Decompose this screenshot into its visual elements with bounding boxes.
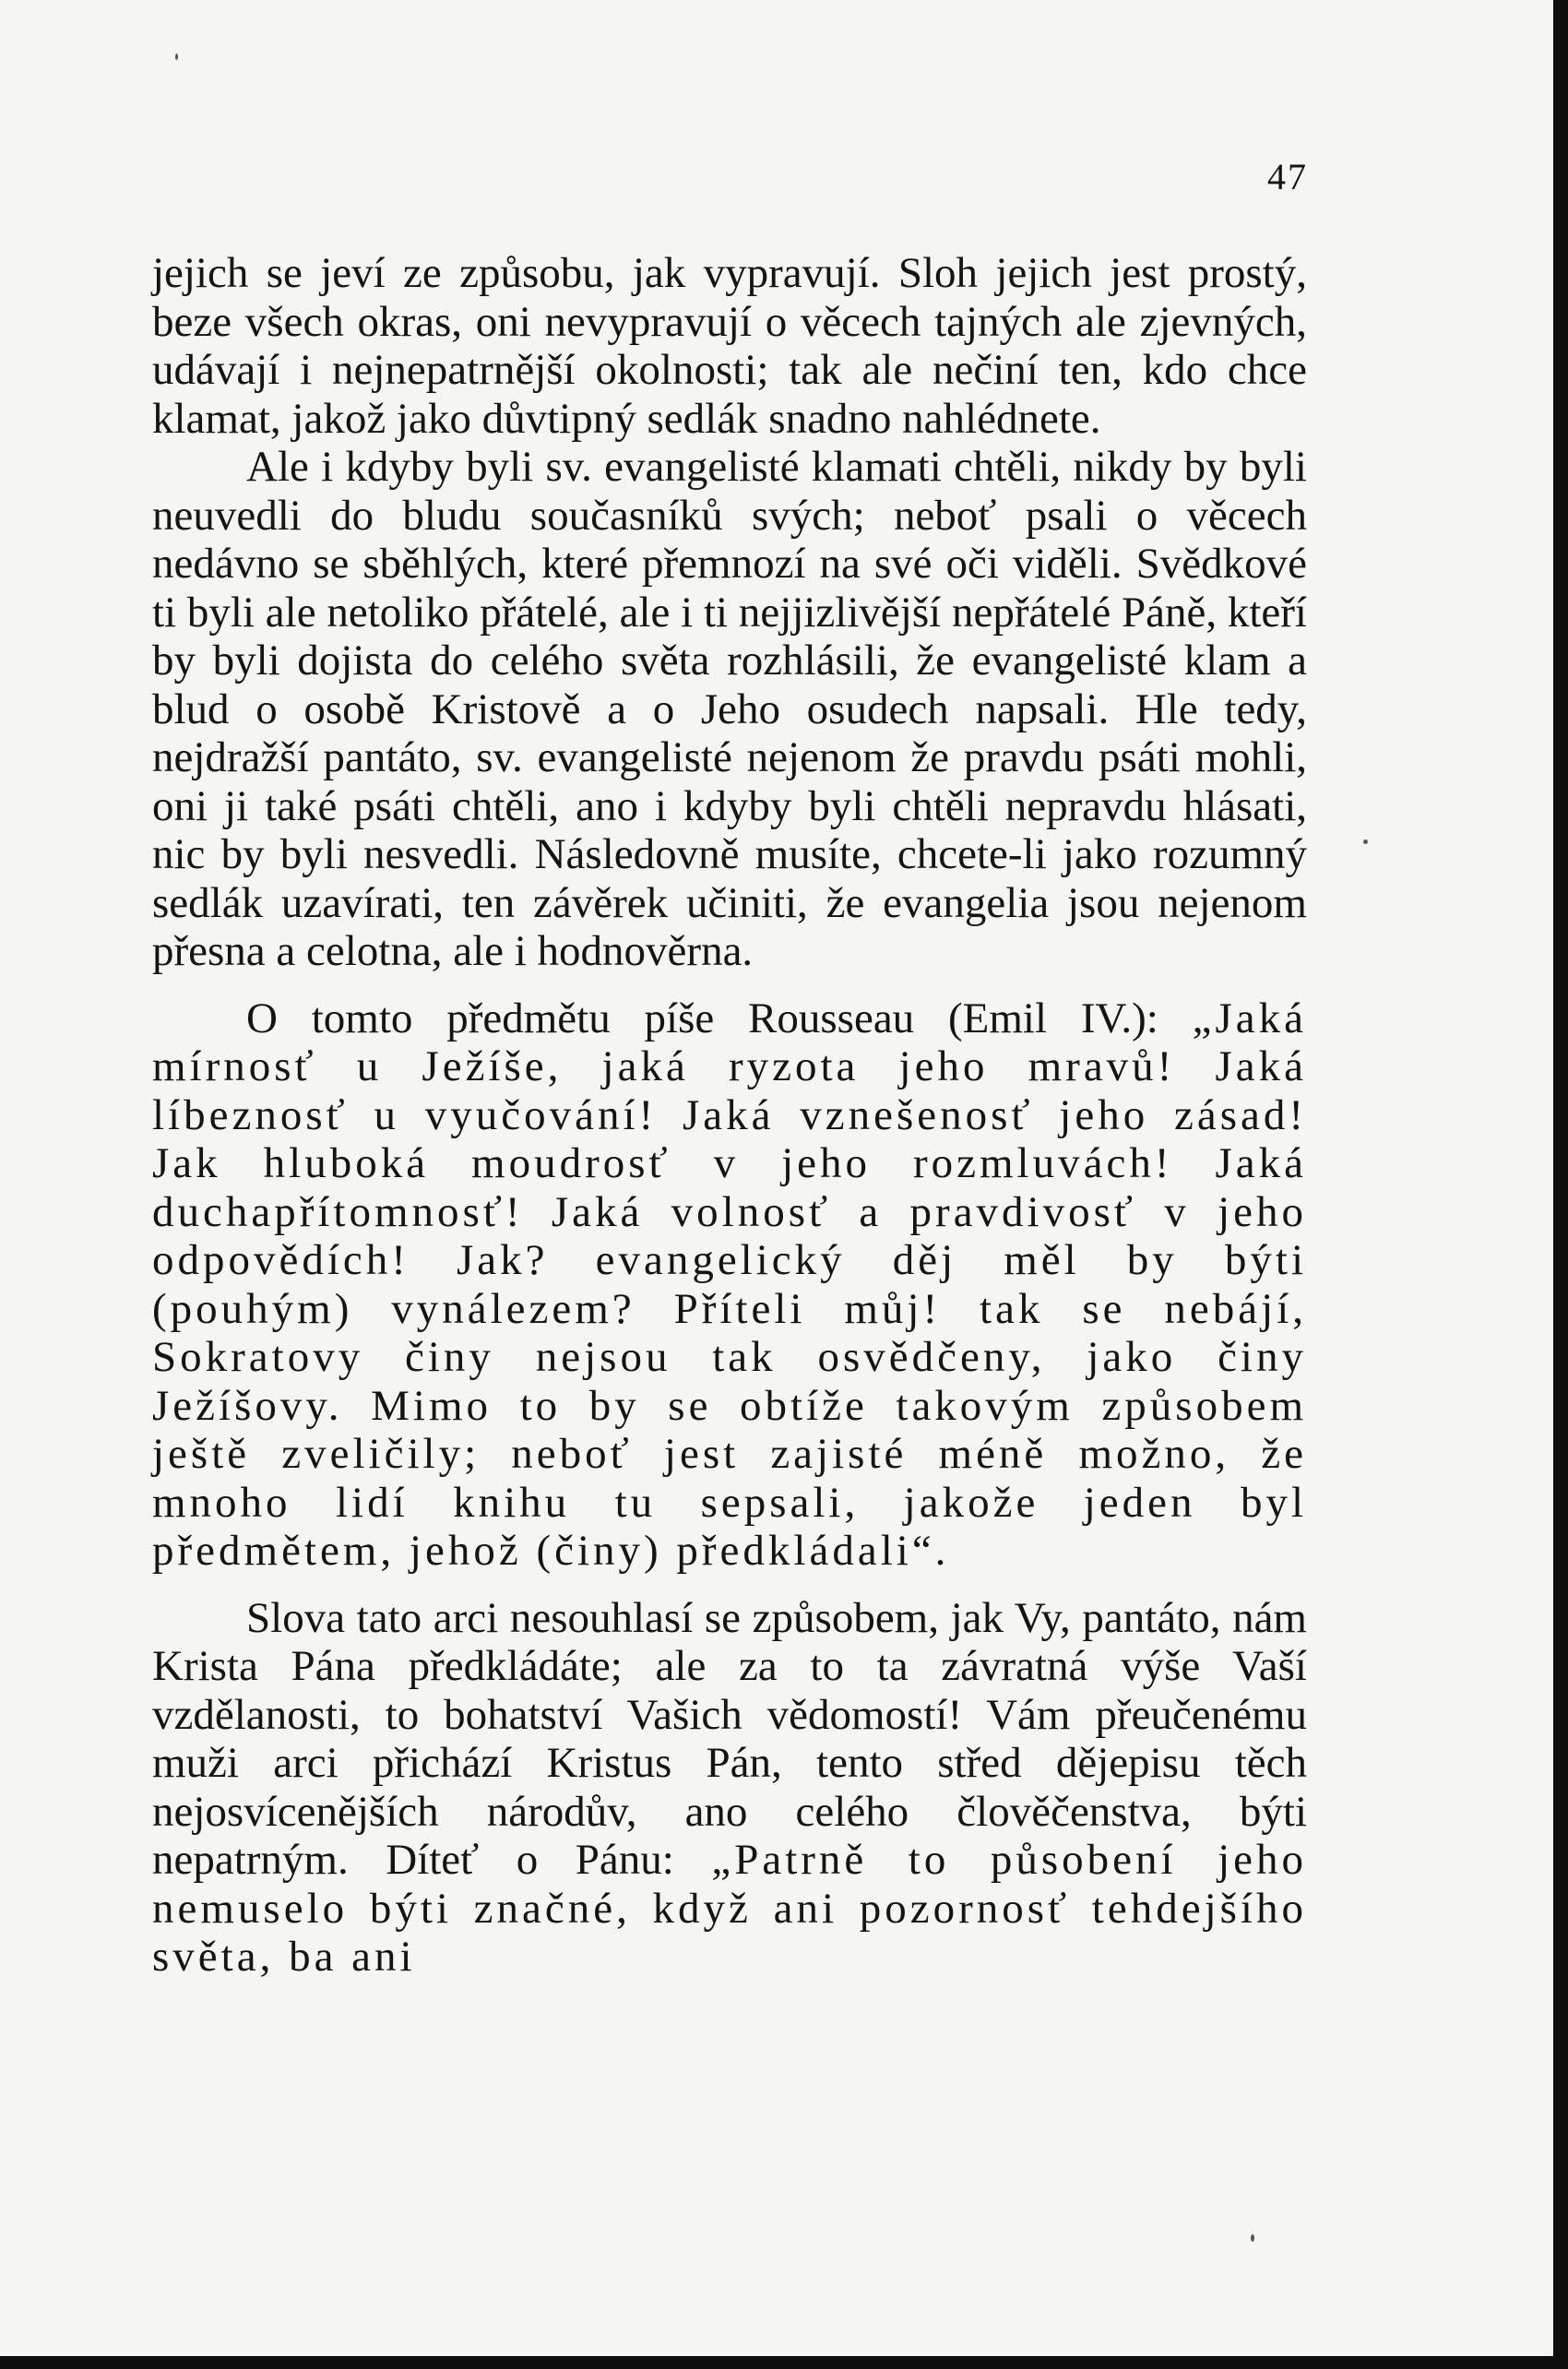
page-text <box>152 249 1307 1982</box>
ink-speck <box>1363 839 1368 844</box>
page-number: 47 <box>1267 156 1308 197</box>
paragraph-final <box>152 1594 1307 1982</box>
quote-text: „Jaká mírnosť u Ježíše, jaká ryzota jeho mravů! Jaká líbeznosť u vyučování! Jaká vznešenosť jeho zásad! Jak hluboká moudrosť v jeho rozmluvách! Jaká duchapřítomnosť! Jaká volnosť a pravdivosť v jeho odpovědích! Jak? evangelický děj měl by býti (pouhým) vynálezem? Příteli můj! tak se nebájí, Sokratovy činy nejsou tak osvědčeny, jako činy Ježíšovy. Mimo to by se obtíže takovým způsobem ještě zveličily; neboť jest zajisté méně možno, že mnoho lidí knihu tu sepsali, jakože jeden byl předmětem, jehož (činy) předkládali“. <box>152 994 1307 1575</box>
paragraph-rousseau-quote <box>152 994 1307 1576</box>
ink-speck <box>175 54 178 60</box>
paragraph-evangelists: Ale i kdyby byli sv. evangelisté klamati chtěli, nikdy by byli neuvedli do bludu současníků svých; neboť psali o věcech nedávno se sběhlých, které přemnozí na své oči viděli. Svědkové ti byli ale netoliko přátelé, ale i ti nejjizlivější nepřátelé Páně, kteří by byli dojista do celého světa rozhlásili, že evangelisté klam a blud o osobě Kristově a o Jeho osudech napsali. Hle tedy, nejdražší pantáto, sv. evangelisté nejenom že pravdu psáti mohli, oni ji také psáti chtěli, ano i kdyby byli chtěli nepravdu hlásati, nic by byli nesvedli. Následovně musíte, chcete-li jako rozumný sedlák uzavírati, ten závěrek učiniti, že evangelia jsou nejenom přesna a celotna, ale i hodnověrna. <box>152 443 1307 975</box>
final-text: Slova tato arci nesouhlasí se způsobem, jak Vy, pantáto, nám Krista Pána předkládáte; ale za to ta závratná výše Vaší vzdělanosti, to bohatství Vašich vědomostí! Vám přeučenému muži arci přichází Kristus Pán, tento střed dějepisu těch nejosvícenějších národův, ano celého člověčenstva, býti nepatrným. Díteť o Pánu: <box>152 1593 1307 1884</box>
paragraph-continuation: jejich se jeví ze způsobu, jak vypravují. Sloh jejich jest prostý, beze všech okras, oni nevypravují o věcech tajných ale zjevných, udávají i nejnepatrnější okolnosti; tak ale nečiní ten, kdo chce klamat, jakož jako důvtipný sedlák snadno nahlédnete. <box>152 249 1307 443</box>
final-spaced-quote: „Patrně to působení jeho nemuselo býti značné, když ani pozornosť tehdejšího světa, ba ani <box>152 1836 1307 1981</box>
page-edge-bottom <box>0 2356 1568 2369</box>
ink-speck <box>1251 2234 1254 2242</box>
quote-intro: O tomto předmětu píše Rousseau (Emil IV.): <box>246 994 1193 1042</box>
page-edge-right <box>1553 0 1568 2369</box>
